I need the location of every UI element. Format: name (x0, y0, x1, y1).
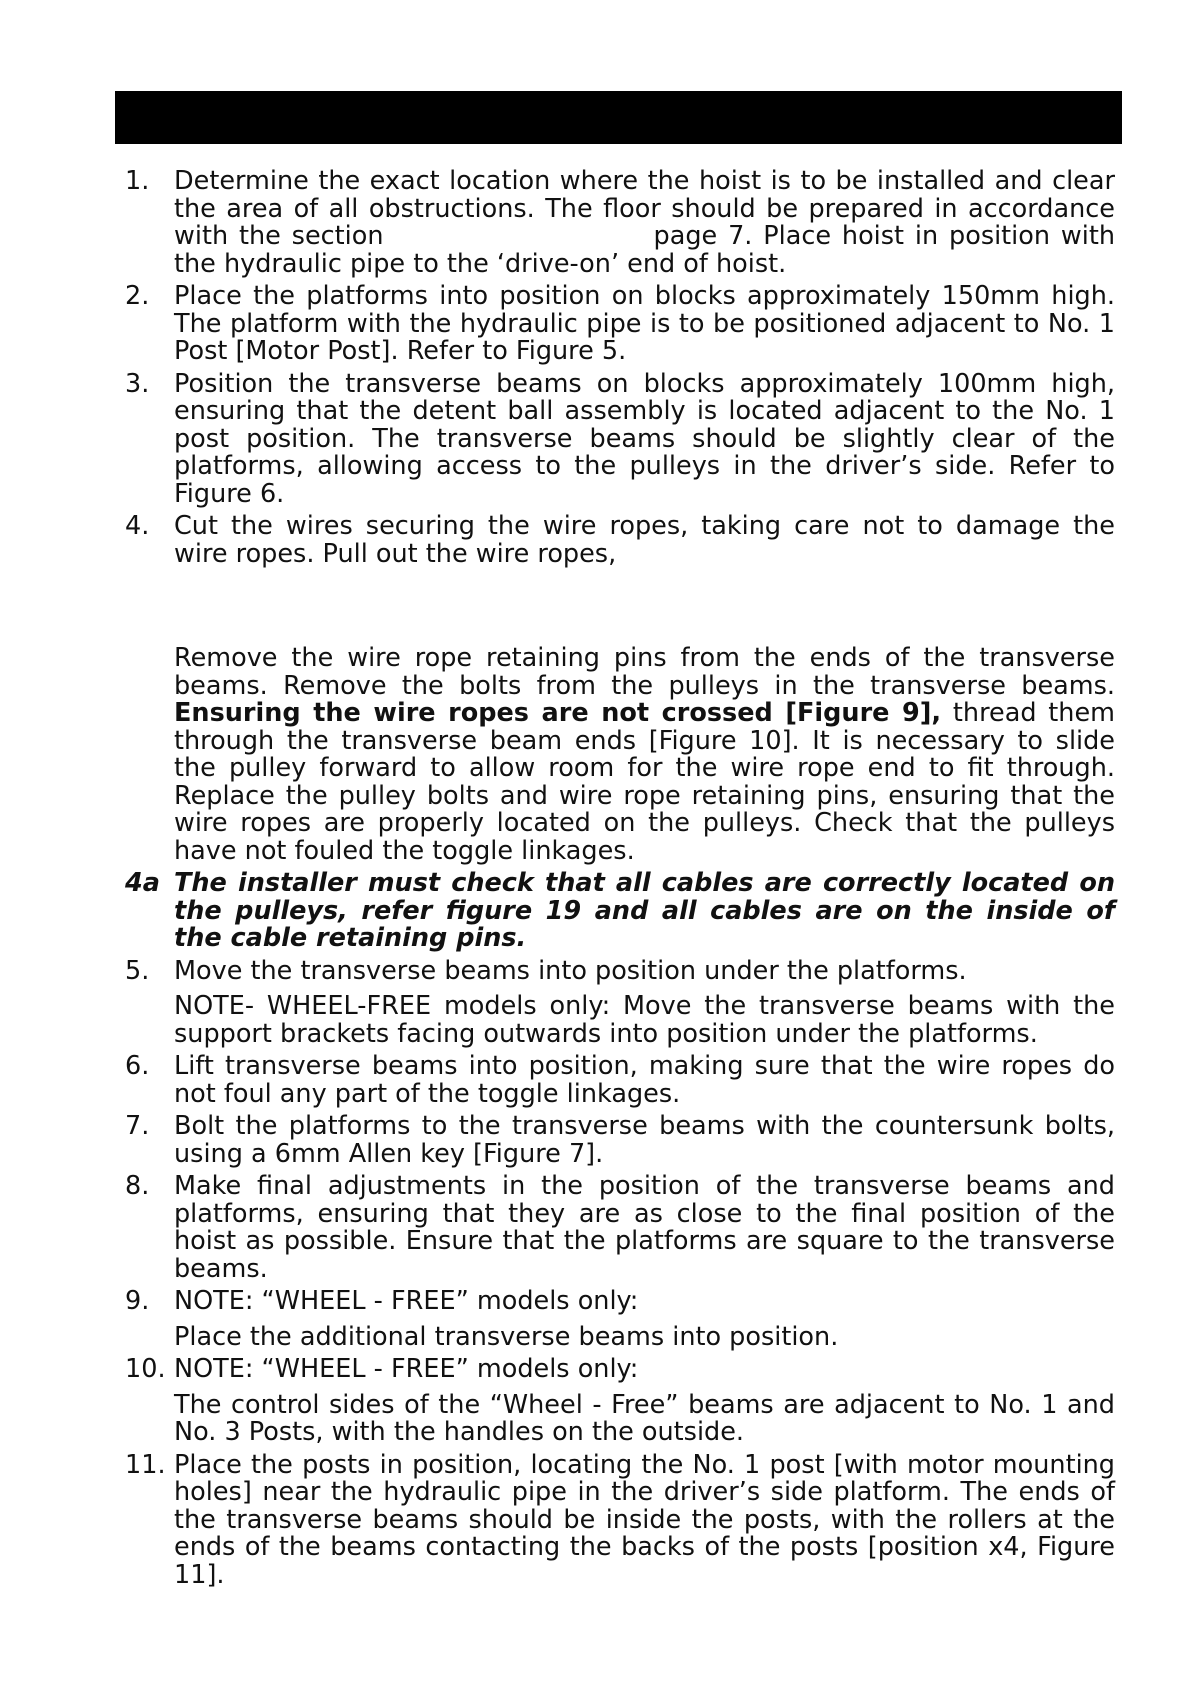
item-number: 1. (125, 166, 150, 196)
list-item-2 (125, 283, 1115, 366)
item-number: 5. (125, 955, 150, 986)
bold-instruction: Ensuring the wire ropes are not crossed [Figure 9], (174, 698, 942, 728)
item-text: Make final adjustments in the position of the transverse beams and platforms, ensuring that they are as close to the final position of the hoist as possible. Ensure that the platforms are square to the transverse beams. (174, 1171, 1115, 1284)
list-item-6 (125, 1053, 1115, 1108)
item-note: Place the additional transverse beams into position. (174, 1321, 839, 1352)
item-text: NOTE: “WHEEL - FREE” models only: (174, 1354, 639, 1384)
item-number: 10. (125, 1354, 166, 1384)
list-item-11 (125, 1449, 1115, 1590)
item-text: Position the transverse beams on blocks approximately 100mm high, ensuring that the detent ball assembly is located adjacent to the No. 1 post position. The transverse beams should be slightly clear of the platforms, allowing access to the pulleys in the driver’s side. Refer to Figure 6. (174, 368, 1115, 509)
item-text: NOTE: “WHEEL - FREE” models only: (174, 1286, 639, 1316)
list-item-10 (125, 1356, 1115, 1447)
item-note: NOTE- WHEEL-FREE models only: Move the transverse beams with the support brackets facing outwards into position under the platforms. (174, 991, 1115, 1049)
list-item-8 (125, 1173, 1115, 1283)
list-item-4 (125, 513, 1115, 568)
item-text: Lift transverse beams into position, making sure that the wire ropes do not foul any part of the toggle linkages. (174, 1051, 1115, 1109)
list-item-5 (125, 955, 1115, 1049)
item-number: 4. (125, 511, 150, 541)
list-item-7 (125, 1113, 1115, 1168)
item-text: Cut the wires securing the wire ropes, taking care not to damage the wire ropes. Pull out the wire ropes, (174, 511, 1115, 569)
item-number: 3. (125, 368, 150, 399)
item-text: Bolt the platforms to the transverse beams with the countersunk bolts, using a 6mm Allen key [Figure 7]. (174, 1111, 1115, 1169)
instructions-list (125, 168, 1115, 1594)
item-number: 9. (125, 1286, 150, 1316)
item-number: 2. (125, 281, 150, 311)
item-number: 11. (125, 1449, 166, 1480)
item-text: Remove the wire rope retaining pins from the ends of the transverse beams. Remove the bolts from the pulleys in the transverse beams. Ensuring the wire ropes are not crossed [Figure 9], thread them through the transverse beam ends [Figure 10]. It is necessary to slide the pulley forward to allow room for the wire rope end to fit through. Replace the pulley bolts and wire rope retaining pins, ensuring that the wire ropes are properly located on the pulleys. Check that the pulleys have not fouled the toggle linkages. (174, 643, 1115, 866)
list-item-4a (125, 870, 1115, 953)
item-number: 6. (125, 1051, 150, 1081)
header-bar (115, 91, 1122, 144)
list-item-9 (125, 1288, 1115, 1351)
item-text: Move the transverse beams into position under the platforms. (174, 955, 967, 986)
item-number: 4a (125, 868, 160, 898)
list-item-4-continued (125, 645, 1115, 865)
item-number: 8. (125, 1171, 150, 1201)
item-text: The installer must check that all cables are correctly located on the pulleys, refer figure 19 and all cables are on the inside of the cable retaining pins. (174, 868, 1115, 953)
list-item-1 (125, 168, 1115, 278)
list-item-3 (125, 368, 1115, 509)
item-text: Place the posts in position, locating the No. 1 post [with motor mounting holes] near the hydraulic pipe in the driver’s side platform. The ends of the transverse beams should be inside the posts, with the rollers at the ends of the beams contacting the backs of the posts [position x4, Figure 11]. (174, 1449, 1115, 1590)
item-number: 7. (125, 1111, 150, 1141)
item-text: Determine the exact location where the hoist is to be installed and clear the area of all obstructions. The floor should be prepared in accordance with the section page 7. Place hoist in position with the hydraulic pipe to the ‘drive-on’ end of hoist. (174, 166, 1115, 279)
item-note: The control sides of the “Wheel - Free” beams are adjacent to No. 1 and No. 3 Posts, with the handles on the outside. (174, 1389, 1115, 1447)
item-text: Place the platforms into position on blocks approximately 150mm high. The platform with the hydraulic pipe is to be positioned adjacent to No. 1 Post [Motor Post]. Refer to Figure 5. (174, 281, 1115, 366)
